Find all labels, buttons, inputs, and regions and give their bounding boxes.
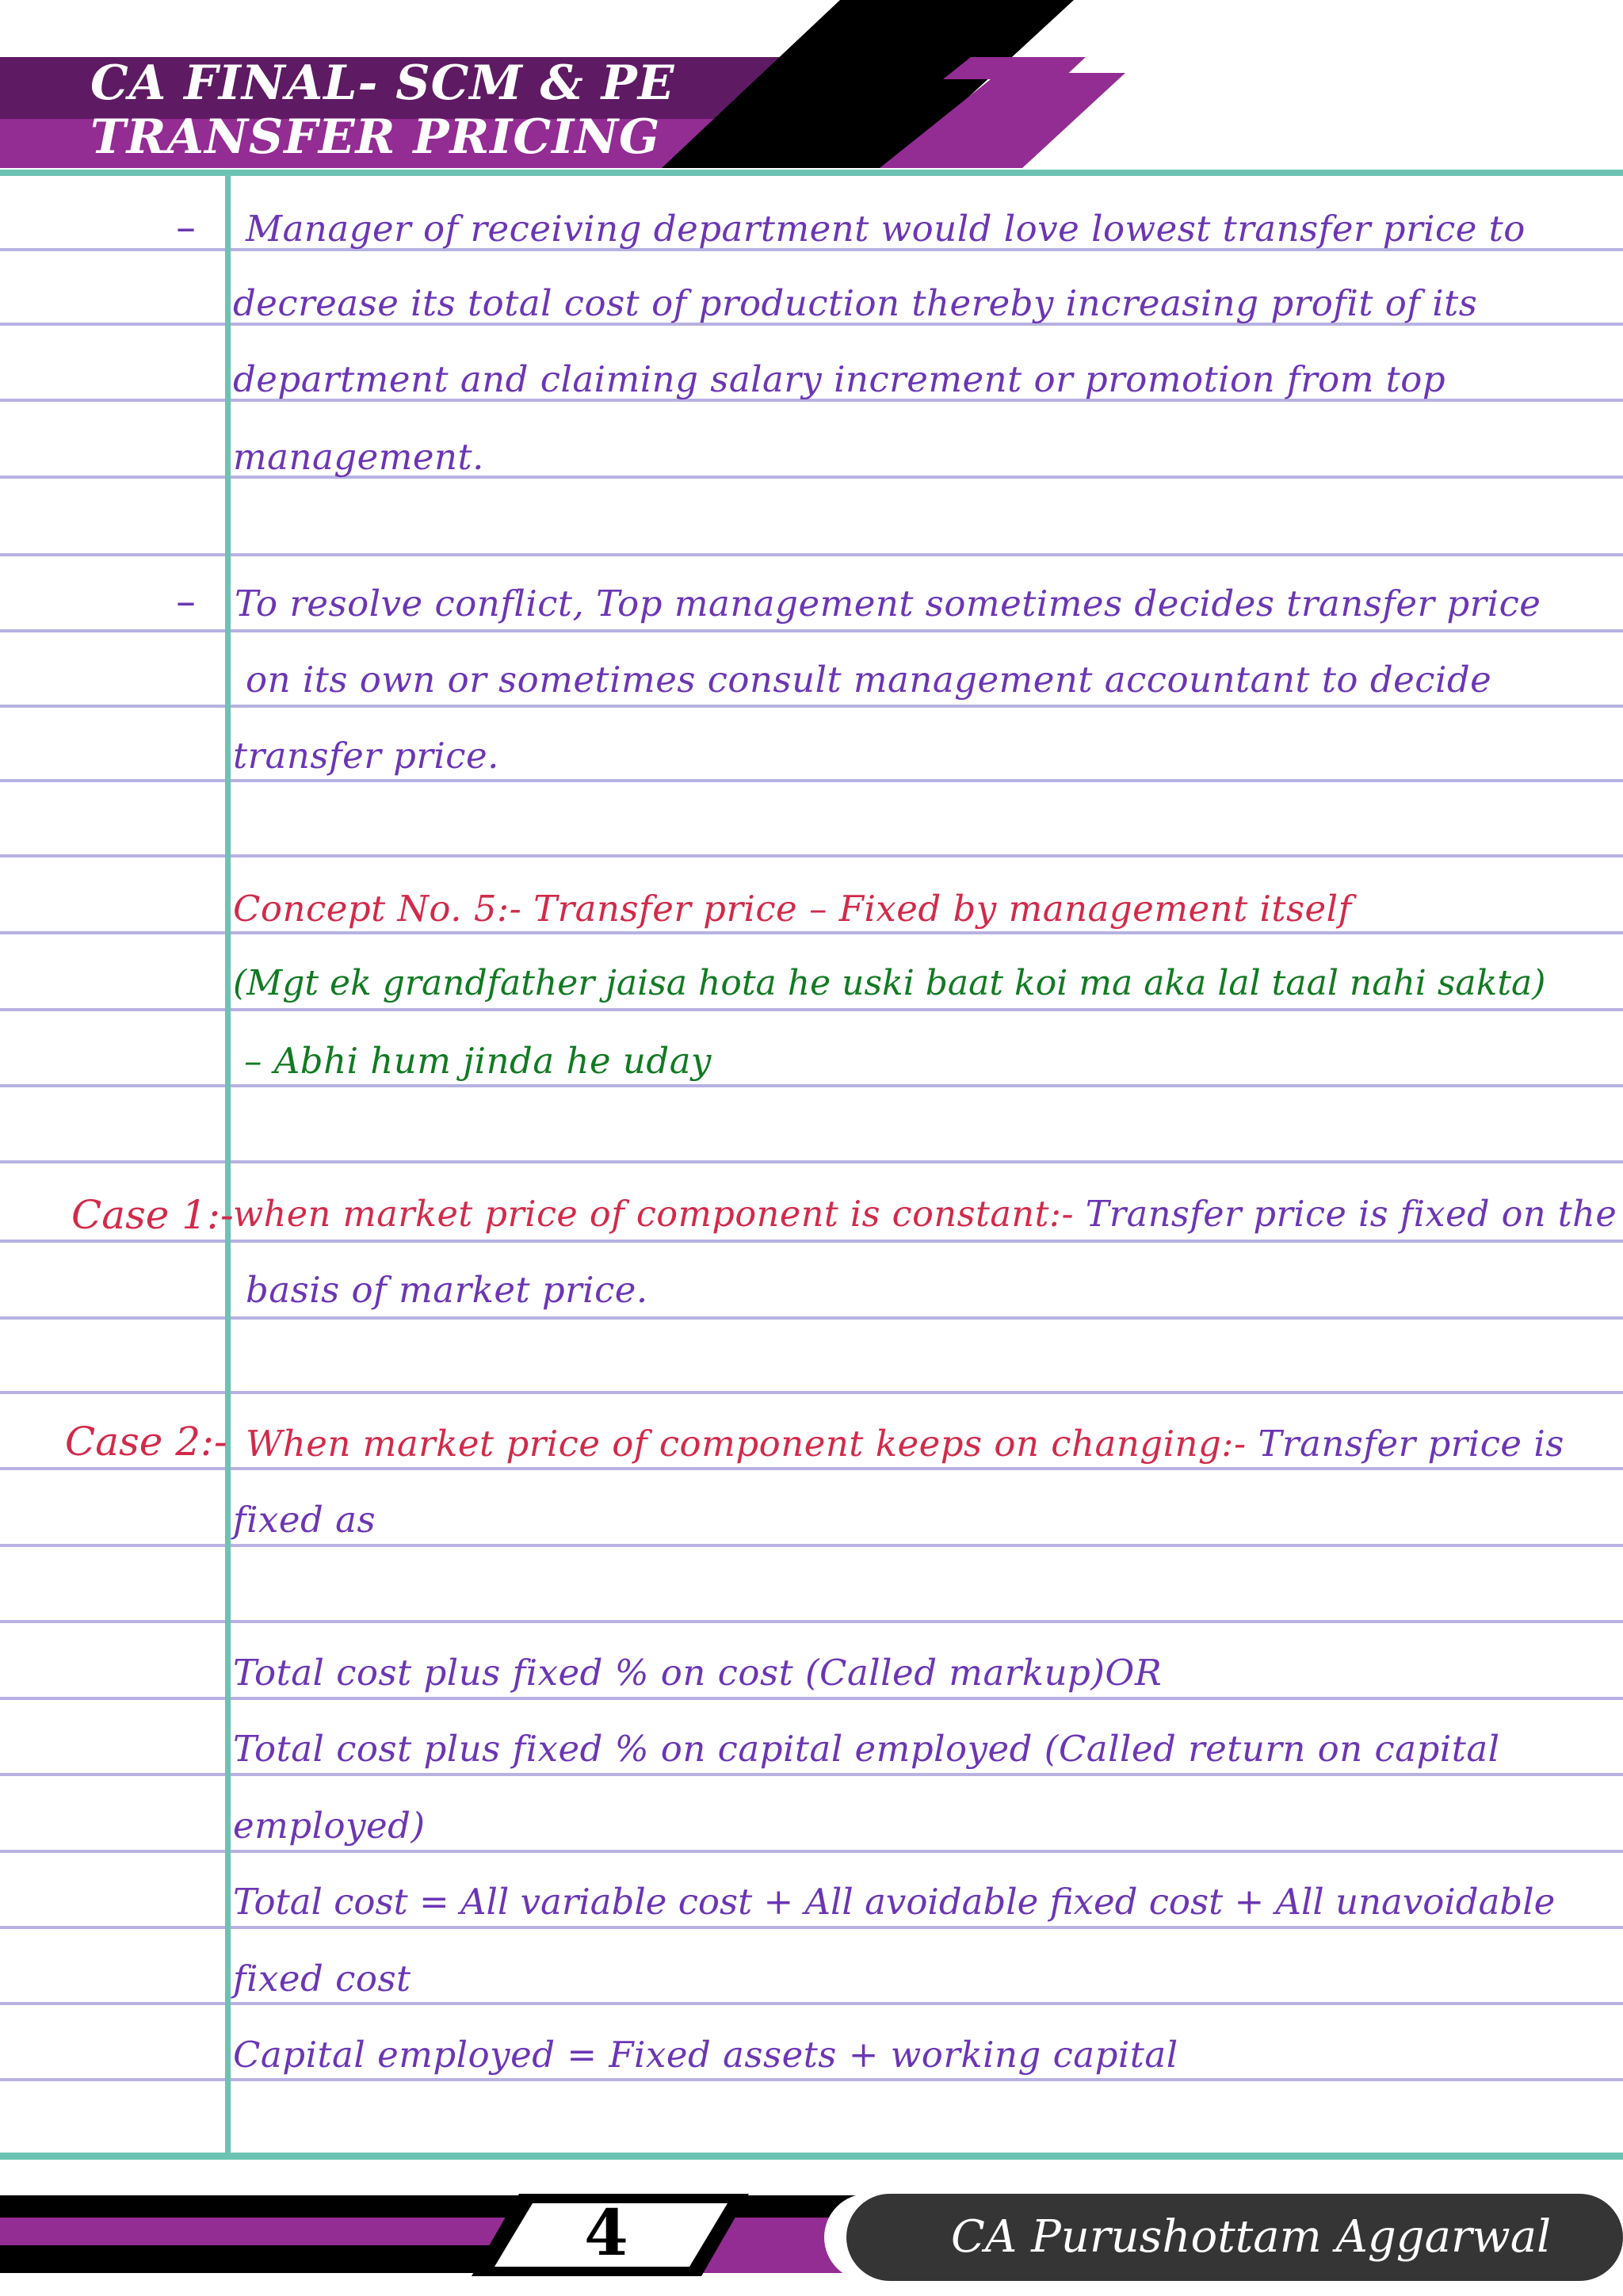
bullet-dash: – <box>176 204 196 250</box>
case-1-heading: when market price of component is constant:- <box>233 1193 1075 1235</box>
case-2-line-1 <box>246 1423 1564 1465</box>
case-2-heading: When market price of component keeps on changing:- <box>246 1423 1247 1465</box>
bullet-2-line-1: To resolve conflict, Top management sometimes decides transfer price <box>235 583 1541 625</box>
header-chapter-title: TRANSFER PRICING <box>90 109 661 165</box>
formula-line-3: employed) <box>233 1805 426 1847</box>
case-2-text: Transfer price is <box>1246 1423 1564 1465</box>
bullet-dash: – <box>176 579 196 625</box>
formula-line-5: fixed cost <box>233 1958 411 2000</box>
formula-line-6: Capital employed = Fixed assets + working capital <box>233 2034 1178 2076</box>
page-number: 4 <box>584 2195 628 2270</box>
case-1-label: Case 1:- <box>71 1192 234 1238</box>
bullet-1-line-3: department and claiming salary increment or promotion from top <box>233 358 1446 400</box>
bullet-2-line-2: on its own or sometimes consult management accountant to decide <box>246 659 1492 701</box>
bullet-1-line-1: Manager of receiving department would love lowest transfer price to <box>246 208 1526 250</box>
footer-black-bar <box>0 2245 555 2273</box>
concept-note-2: – Abhi hum jinda he uday <box>244 1040 712 1082</box>
formula-line-2: Total cost plus fixed % on capital employed (Called return on capital <box>233 1728 1500 1770</box>
margin-line <box>225 173 231 2158</box>
case-2-line-2: fixed as <box>233 1499 376 1541</box>
bullet-1-line-2: decrease its total cost of production thereby increasing profit of its <box>233 282 1478 324</box>
case-1-line-2: basis of market price. <box>246 1269 648 1311</box>
author-name: CA Purushottam Aggarwal <box>951 2211 1552 2263</box>
bottom-rule <box>0 2153 1623 2160</box>
case-2-label: Case 2:- <box>65 1419 227 1465</box>
case-1-line-1 <box>233 1193 1617 1235</box>
bullet-2-line-3: transfer price. <box>233 735 499 777</box>
formula-line-1: Total cost plus fixed % on cost (Called markup)OR <box>233 1652 1163 1694</box>
bullet-1-line-4: management. <box>233 436 484 478</box>
top-rule <box>0 170 1623 176</box>
concept-title: Concept No. 5:- Transfer price – Fixed by management itself <box>233 888 1352 930</box>
concept-note-1: (Mgt ek grandfather jaisa hota he uski baat koi ma aka lal taal nahi sakta) <box>233 963 1546 1003</box>
formula-line-4: Total cost = All variable cost + All avoidable fixed cost + All unavoidable <box>233 1881 1556 1923</box>
header-subject-title: CA FINAL- SCM & PE <box>90 55 675 111</box>
case-1-text: Transfer price is fixed on the <box>1074 1193 1617 1235</box>
